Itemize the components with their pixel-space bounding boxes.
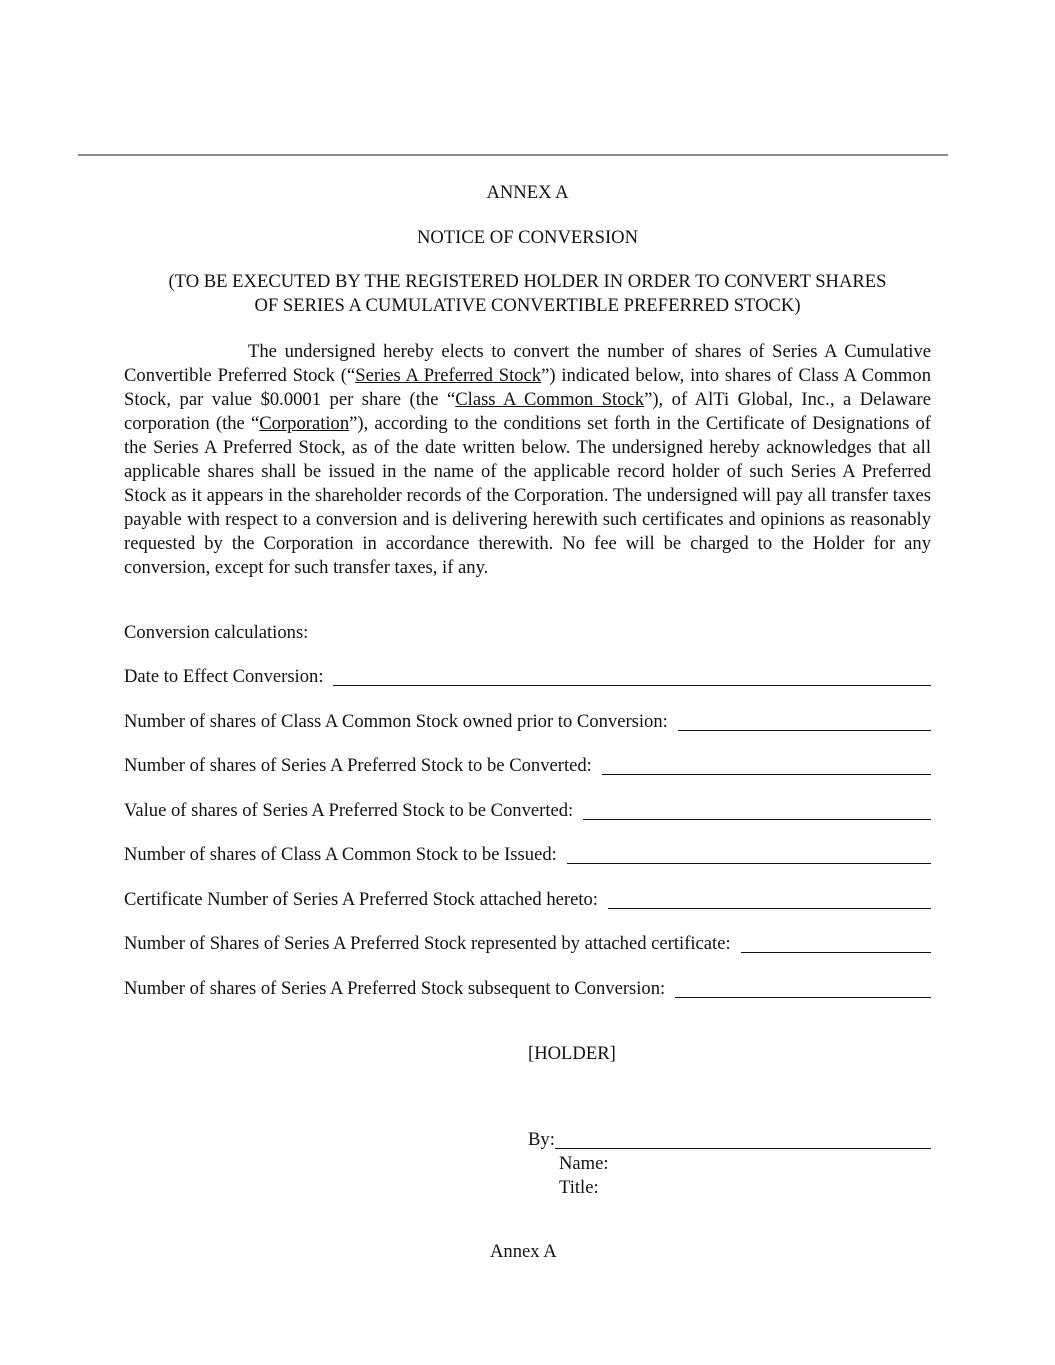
title-label: Title: <box>559 1177 599 1198</box>
subtitle-line-1: (TO BE EXECUTED BY THE REGISTERED HOLDER IN ORDER TO CONVERT SHARES <box>168 271 887 292</box>
field-certificate-number <box>124 888 931 912</box>
signature-blank[interactable] <box>555 1130 931 1149</box>
field-label: Certificate Number of Series A Preferred Stock attached hereto: <box>124 889 598 910</box>
header-rule <box>78 154 948 156</box>
annex-title: ANNEX A <box>486 182 569 203</box>
field-date-to-effect-conversion <box>124 665 931 689</box>
body-paragraph <box>124 340 931 580</box>
blank-line[interactable] <box>678 712 931 731</box>
field-class-a-owned-prior <box>124 710 931 734</box>
body-text-part-2: ”) indicated below, into shares of Class A Common Stock, par value $0.0001 per share (the “ <box>124 365 931 410</box>
body-text-part-1: The undersigned hereby elects to convert the number of shares of Series A Cumulative Convertible Preferred Stock (“ <box>124 341 931 386</box>
defined-term-corporation: Corporation <box>259 413 350 434</box>
holder-label: [HOLDER] <box>528 1043 616 1064</box>
field-series-a-to-be-converted <box>124 754 931 778</box>
field-shares-represented-by-certificate <box>124 932 931 956</box>
body-text-part-4: ”), according to the conditions set forth in the Certificate of Designations of the Series A Preferred Stock, as of the date written below. The undersigned hereby acknowledges that all applicable shares shall be issued in the name of the applicable record holder of such Series A Preferred Stock as it appears in the shareholder records of the Corporation. The undersigned will pay all transfer taxes payable with respect to a conversion and is delivering herewith such certificates and opinions as reasonably requested by the Corporation in accordance therewith. No fee will be charged to the Holder for any conversion, except for such transfer taxes, if any. <box>124 413 931 578</box>
notice-title: NOTICE OF CONVERSION <box>416 227 639 248</box>
field-label: Value of shares of Series A Preferred Stock to be Converted: <box>124 800 574 821</box>
blank-line[interactable] <box>608 890 931 909</box>
field-label: Number of shares of Series A Preferred Stock to be Converted: <box>124 755 592 776</box>
blank-line[interactable] <box>567 845 931 864</box>
defined-term-series-a-preferred-stock: Series A Preferred Stock <box>355 365 542 386</box>
blank-line[interactable] <box>583 801 931 820</box>
body-text-part-3: ”), of AlTi Global, Inc., a Delaware corporation (the “ <box>124 389 931 434</box>
blank-line[interactable] <box>741 934 931 953</box>
field-label: Number of Shares of Series A Preferred Stock represented by attached certificate: <box>124 933 731 954</box>
page-footer: Annex A <box>490 1241 557 1262</box>
blank-line[interactable] <box>602 756 931 775</box>
calculations-heading: Conversion calculations: <box>124 622 309 643</box>
name-label: Name: <box>559 1153 609 1174</box>
field-label: Number of shares of Series A Preferred Stock subsequent to Conversion: <box>124 978 666 999</box>
by-label: By: <box>528 1129 555 1150</box>
subtitle-line-2: OF SERIES A CUMULATIVE CONVERTIBLE PREFERRED STOCK) <box>254 295 801 316</box>
field-value-series-a-to-be-converted <box>124 799 931 823</box>
field-class-a-to-be-issued <box>124 843 931 867</box>
field-label: Date to Effect Conversion: <box>124 666 324 687</box>
blank-line[interactable] <box>333 667 931 686</box>
field-series-a-subsequent-to-conversion <box>124 977 931 1001</box>
signature-line <box>528 1128 931 1152</box>
blank-line[interactable] <box>675 979 931 998</box>
field-label: Number of shares of Class A Common Stock to be Issued: <box>124 844 557 865</box>
field-label: Number of shares of Class A Common Stock owned prior to Conversion: <box>124 711 668 732</box>
defined-term-class-a-common-stock: Class A Common Stock <box>455 389 645 410</box>
